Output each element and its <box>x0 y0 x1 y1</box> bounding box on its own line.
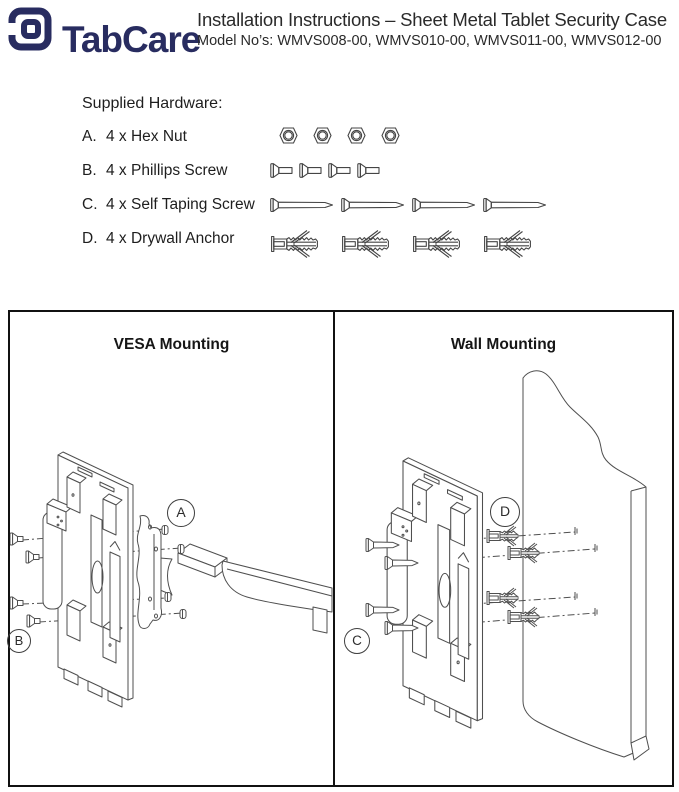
drywall-anchor-icon <box>342 229 404 259</box>
phillips-screw-icon <box>357 163 380 178</box>
hardware-item-phillips-screw <box>82 162 227 180</box>
item-letter: D. <box>82 230 98 247</box>
hex-nut-icon <box>279 127 298 144</box>
hex-nut-icon <box>381 127 400 144</box>
wall-panel-title: Wall Mounting <box>450 336 557 353</box>
callout-circle-c: C <box>344 628 370 654</box>
callout-circle-a: A <box>167 499 195 527</box>
drywall-anchor-icon <box>271 229 333 259</box>
wall-mounting-diagram <box>335 312 672 785</box>
page-title: Installation Instructions – Sheet Metal Tablet Security Case <box>197 9 667 30</box>
item-label: 4 x Phillips Screw <box>106 162 228 179</box>
brand-name: TabCare <box>62 19 201 60</box>
hardware-item-self-taping-screw <box>82 196 255 214</box>
phillips-screw-icon <box>270 163 293 178</box>
hardware-heading: Supplied Hardware: <box>82 95 223 112</box>
self-taping-screw-icon <box>412 198 476 212</box>
item-label: 4 x Drywall Anchor <box>106 230 235 247</box>
item-label: 4 x Self Taping Screw <box>106 196 255 213</box>
model-numbers: Model No’s: WMVS008-00, WMVS010-00, WMVS011-00, WMVS012-00 <box>197 33 662 49</box>
drywall-anchor-icon <box>413 229 475 259</box>
self-taping-screw-icon <box>341 198 405 212</box>
item-letter: C. <box>82 196 98 213</box>
tabcare-logo-icon <box>8 7 52 51</box>
hardware-item-drywall-anchor <box>82 230 234 248</box>
hex-nut-icons <box>279 127 400 144</box>
self-taping-screw-icons <box>270 198 547 212</box>
drywall-anchor-icon <box>484 229 546 259</box>
self-taping-screw-icon <box>270 198 334 212</box>
item-letter: A. <box>82 128 97 145</box>
vesa-mounting-diagram <box>10 312 333 785</box>
hardware-item-hex-nut <box>82 128 187 146</box>
drywall-anchor-icons <box>271 229 546 259</box>
item-label: 4 x Hex Nut <box>106 128 187 145</box>
vesa-panel-title: VESA Mounting <box>113 336 230 353</box>
self-taping-screw-icon <box>483 198 547 212</box>
header <box>8 6 668 62</box>
callout-circle-b: B <box>7 629 31 653</box>
item-letter: B. <box>82 162 97 179</box>
phillips-screw-icon <box>299 163 322 178</box>
callout-circle-d: D <box>490 497 520 527</box>
mounting-panels <box>8 310 674 787</box>
hex-nut-icon <box>347 127 366 144</box>
hex-nut-icon <box>313 127 332 144</box>
phillips-screw-icon <box>328 163 351 178</box>
phillips-screw-icons <box>270 163 380 178</box>
